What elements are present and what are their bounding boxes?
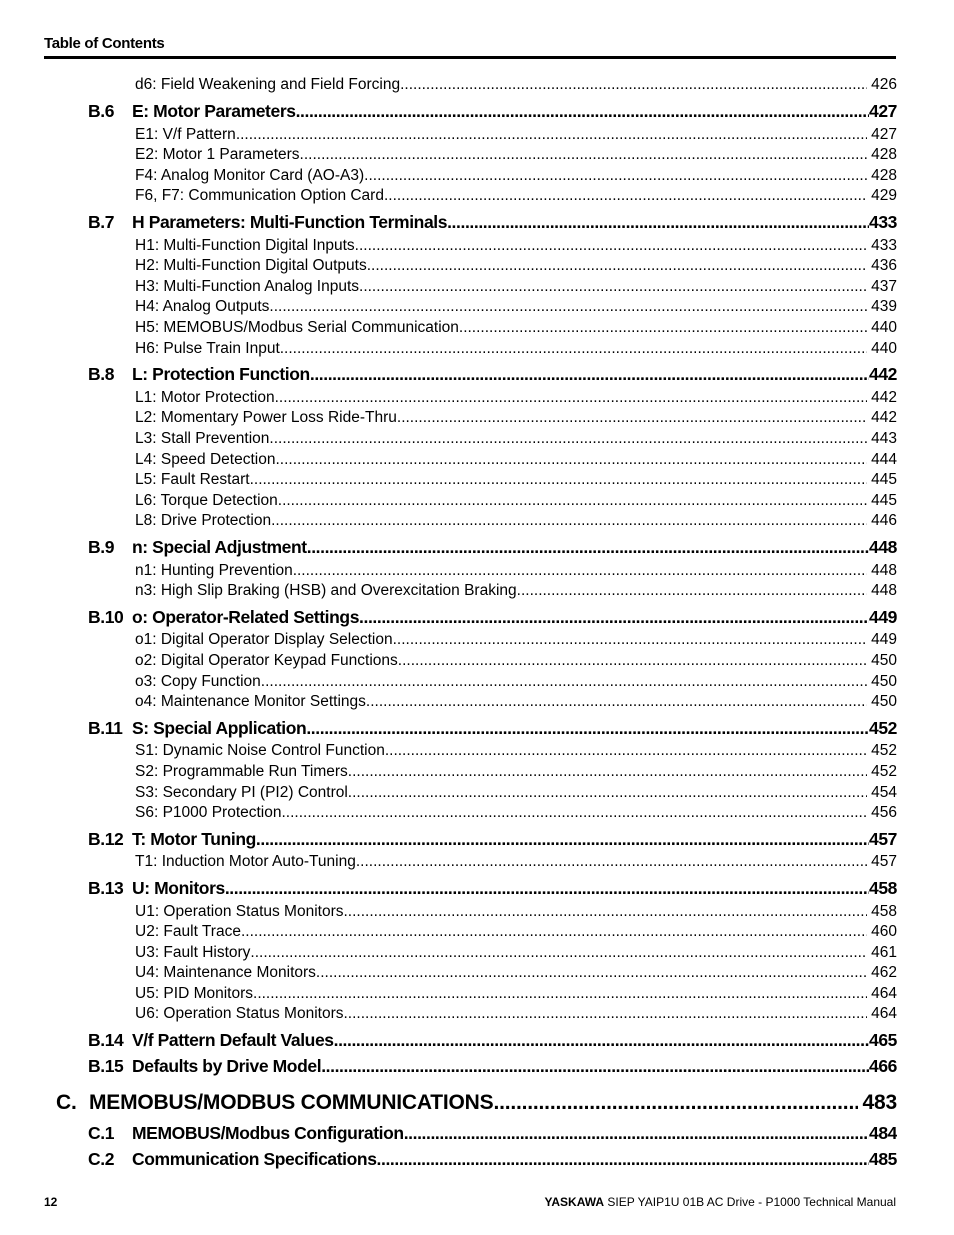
toc-entry-label: o2: Digital Operator Keypad Functions xyxy=(135,652,398,669)
toc-entry-label: L8: Drive Protection xyxy=(135,512,272,529)
toc-page-number: 428 xyxy=(871,167,897,184)
toc-entry-number: B.15 xyxy=(88,1056,124,1076)
dot-leader xyxy=(344,1005,868,1023)
toc-page-number: 456 xyxy=(871,804,897,821)
toc-entry-number: B.13 xyxy=(88,878,124,898)
toc-entry-label: MEMOBUS/Modbus Configuration xyxy=(132,1123,404,1143)
toc-page-number: 445 xyxy=(871,492,897,509)
toc-entry-label: E1: V/f Pattern xyxy=(135,126,236,143)
toc-entry-title xyxy=(88,718,306,739)
toc-page-number: 483 xyxy=(862,1091,897,1114)
toc-page-number: 466 xyxy=(869,1056,897,1076)
toc-entry-label: H3: Multi-Function Analog Inputs xyxy=(135,278,360,295)
toc-entry-label: L3: Stall Prevention xyxy=(135,430,270,447)
toc-entry-label: Communication Specifications xyxy=(132,1149,377,1169)
toc-page-number: 484 xyxy=(869,1123,897,1143)
toc-entry-title xyxy=(135,187,384,205)
toc-page-number: 427 xyxy=(869,101,897,121)
toc-entry-title xyxy=(135,964,316,982)
toc-page-number: 449 xyxy=(869,607,897,627)
toc-subentry[interactable] xyxy=(135,582,897,600)
dot-leader xyxy=(377,1149,869,1170)
toc-entry-label: S2: Programmable Run Timers xyxy=(135,763,348,780)
dot-leader xyxy=(282,804,868,822)
toc-entry-label: n: Special Adjustment xyxy=(132,537,307,557)
dot-leader xyxy=(280,340,867,358)
toc-entry-number: B.9 xyxy=(88,537,115,557)
footer-manual-title xyxy=(544,1195,896,1209)
toc-page-number: 450 xyxy=(871,673,897,690)
toc-page-number: 485 xyxy=(869,1149,897,1169)
toc-page-number: 427 xyxy=(871,126,897,143)
toc-page-number: 439 xyxy=(871,298,897,315)
dot-leader xyxy=(517,582,867,600)
dot-leader xyxy=(321,1056,869,1077)
dot-leader xyxy=(398,652,867,670)
toc-subentry[interactable] xyxy=(135,1005,897,1023)
toc-entry-label: U1: Operation Status Monitors xyxy=(135,903,344,920)
toc-entry-label: L4: Speed Detection xyxy=(135,451,276,468)
toc-entry-label: S6: P1000 Protection xyxy=(135,804,282,821)
toc-entry-title xyxy=(135,562,293,580)
toc-entry-label: U2: Fault Trace xyxy=(135,923,241,940)
toc-page-number: 450 xyxy=(871,652,897,669)
toc-subentry[interactable] xyxy=(135,562,897,580)
toc-entry-label: o3: Copy Function xyxy=(135,673,261,690)
toc-subentry[interactable] xyxy=(135,471,897,489)
toc-subentry[interactable] xyxy=(135,652,897,670)
toc-page-number: 437 xyxy=(871,278,897,295)
dot-leader xyxy=(384,187,867,205)
dot-leader xyxy=(359,278,867,296)
dot-leader xyxy=(310,364,869,385)
toc-subentry[interactable] xyxy=(135,673,897,691)
toc-page-number: 448 xyxy=(869,537,897,557)
toc-entry-label: F6, F7: Communication Option Card xyxy=(135,187,384,204)
toc-section[interactable] xyxy=(88,537,897,558)
dot-leader xyxy=(344,903,868,921)
dot-leader xyxy=(256,829,869,850)
toc-page-number: 464 xyxy=(871,1005,897,1022)
toc-entry-label: L5: Fault Restart xyxy=(135,471,250,488)
toc-entry-label: V/f Pattern Default Values xyxy=(132,1030,334,1050)
toc-entry-title xyxy=(135,985,253,1003)
toc-entry-title xyxy=(88,1149,377,1170)
toc-page-number: 429 xyxy=(871,187,897,204)
toc-entry-title xyxy=(135,340,280,358)
page-number: 12 xyxy=(44,1195,58,1209)
dot-leader xyxy=(253,985,867,1003)
toc-subentry[interactable] xyxy=(135,903,897,921)
dot-leader xyxy=(400,76,867,94)
dot-leader xyxy=(385,742,867,760)
toc-page-number: 458 xyxy=(869,878,897,898)
dot-leader xyxy=(367,257,867,275)
toc-entry-title xyxy=(135,944,250,962)
toc-entry-title xyxy=(135,298,269,316)
toc-page-number: 440 xyxy=(871,340,897,357)
toc-entry-label: H2: Multi-Function Digital Outputs xyxy=(135,257,367,274)
toc-subentry[interactable] xyxy=(135,492,897,510)
toc-subentry[interactable] xyxy=(135,804,897,822)
toc-page-number: 464 xyxy=(871,985,897,1002)
toc-entry-title xyxy=(135,409,397,427)
dot-leader xyxy=(293,562,867,580)
toc-page-number: 448 xyxy=(871,562,897,579)
toc-subentry[interactable] xyxy=(135,784,897,802)
toc-entry-number: C.2 xyxy=(88,1149,115,1169)
toc-entry-title xyxy=(135,784,348,802)
toc-entry-title xyxy=(88,607,359,628)
toc-entry-label: Defaults by Drive Model xyxy=(132,1056,322,1076)
dot-leader xyxy=(271,512,867,530)
toc-section[interactable] xyxy=(88,718,897,739)
dot-leader xyxy=(393,631,868,649)
dot-leader xyxy=(300,146,868,164)
toc-entry-label: H5: MEMOBUS/Modbus Serial Communication xyxy=(135,319,459,336)
toc-entry-label: L6: Torque Detection xyxy=(135,492,278,509)
dot-leader xyxy=(296,101,869,122)
dot-leader xyxy=(278,492,867,510)
toc-entry-title xyxy=(88,364,310,385)
toc-entry-number: B.11 xyxy=(88,718,123,738)
toc-entry-title xyxy=(135,804,282,822)
toc-entry-title xyxy=(88,1056,321,1077)
toc-page-number: 433 xyxy=(871,237,897,254)
dot-leader xyxy=(269,430,867,448)
toc-subentry[interactable] xyxy=(135,389,897,407)
toc-subentry[interactable] xyxy=(135,964,897,982)
toc-entry-title xyxy=(135,430,269,448)
toc-page-number: 452 xyxy=(871,742,897,759)
toc-subentry[interactable] xyxy=(135,693,897,711)
toc-page-number: 457 xyxy=(869,829,897,849)
toc-subentry[interactable] xyxy=(135,146,897,164)
dot-leader xyxy=(275,451,867,469)
toc-entry-title xyxy=(135,923,241,941)
toc-page-number: 446 xyxy=(871,512,897,529)
toc-entry-label: U4: Maintenance Monitors xyxy=(135,964,316,981)
toc-entry-title xyxy=(88,537,307,558)
toc-entry-title xyxy=(135,319,459,337)
toc-entry-label: H6: Pulse Train Input xyxy=(135,340,280,357)
toc-entry-title xyxy=(88,1030,334,1051)
footer-brand: YASKAWA xyxy=(544,1195,605,1209)
toc-subentry[interactable] xyxy=(135,742,897,760)
toc-entry-number: B.14 xyxy=(88,1030,124,1050)
toc-page-number: 440 xyxy=(871,319,897,336)
toc-entry-label: o4: Maintenance Monitor Settings xyxy=(135,693,366,710)
toc-subentry[interactable] xyxy=(135,430,897,448)
toc-entry-number: B.6 xyxy=(88,101,115,121)
toc-page-number: 443 xyxy=(871,430,897,447)
toc-entry-label: d6: Field Weakening and Field Forcing xyxy=(135,76,401,93)
toc-entry-title xyxy=(135,471,250,489)
toc-page-number: 445 xyxy=(871,471,897,488)
dot-leader xyxy=(397,409,867,427)
dot-leader xyxy=(307,537,869,558)
toc-subentry[interactable] xyxy=(135,298,897,316)
toc-section[interactable] xyxy=(88,829,897,850)
toc-entry-label: U: Monitors xyxy=(132,878,225,898)
dot-leader xyxy=(364,167,867,185)
toc-subentry[interactable] xyxy=(135,409,897,427)
toc-entry-label: T: Motor Tuning xyxy=(132,829,256,849)
dot-leader xyxy=(250,944,867,962)
toc-entry-label: U6: Operation Status Monitors xyxy=(135,1005,344,1022)
toc-entry-label: o: Operator-Related Settings xyxy=(132,607,360,627)
dot-leader xyxy=(447,212,869,233)
toc-section[interactable] xyxy=(88,1123,897,1144)
dot-leader xyxy=(250,471,868,489)
toc-page-number: 457 xyxy=(871,853,897,870)
toc-entry-title xyxy=(135,652,398,670)
toc-page-number: 426 xyxy=(871,76,897,93)
toc-entry-number: C.1 xyxy=(88,1123,115,1143)
dot-leader xyxy=(334,1030,869,1051)
toc-page-number: 442 xyxy=(869,364,897,384)
toc-entry-title xyxy=(135,126,236,144)
toc-entry-label: L2: Momentary Power Loss Ride-Thru xyxy=(135,409,397,426)
dot-leader xyxy=(306,718,869,739)
toc-entry-title xyxy=(135,76,400,94)
toc-entry-title xyxy=(135,278,359,296)
toc-entry-title xyxy=(135,631,393,649)
toc-subentry[interactable] xyxy=(135,237,897,255)
toc-entry-title xyxy=(135,763,348,781)
toc-subentry[interactable] xyxy=(135,187,897,205)
toc-entry-number: B.8 xyxy=(88,364,115,384)
toc-subentry[interactable] xyxy=(135,451,897,469)
toc-section[interactable] xyxy=(88,364,897,385)
dot-leader xyxy=(348,763,867,781)
toc-entry-number: C. xyxy=(56,1091,77,1114)
toc-section[interactable] xyxy=(88,1056,897,1077)
dot-leader xyxy=(366,693,867,711)
toc-subentry[interactable] xyxy=(135,257,897,275)
toc-entry-title xyxy=(88,1123,404,1144)
toc-page-number: 461 xyxy=(871,944,897,961)
toc-entry-label: L1: Motor Protection xyxy=(135,389,275,406)
toc-entry-label: MEMOBUS/MODBUS COMMUNICATIONS xyxy=(89,1091,494,1114)
toc-entry-label: n3: High Slip Braking (HSB) and Overexcitation Braking xyxy=(135,582,517,599)
toc-page-number: 428 xyxy=(871,146,897,163)
toc-page-number: 444 xyxy=(871,451,897,468)
dot-leader xyxy=(236,126,867,144)
toc-subentry[interactable] xyxy=(135,167,897,185)
toc-entry-title xyxy=(135,257,367,275)
toc-entry-label: S3: Secondary PI (PI2) Control xyxy=(135,784,348,801)
toc-subentry[interactable] xyxy=(135,763,897,781)
toc-entry-title xyxy=(135,492,278,510)
toc-entry-label: E2: Motor 1 Parameters xyxy=(135,146,300,163)
toc-page-number: 448 xyxy=(871,582,897,599)
toc-page-number: 442 xyxy=(871,389,897,406)
toc-entry-title xyxy=(135,167,364,185)
toc-subentry[interactable] xyxy=(135,985,897,1003)
toc-page-number: 433 xyxy=(869,212,897,232)
toc-section[interactable] xyxy=(88,607,897,628)
toc-entry-title xyxy=(135,903,344,921)
toc-entry-label: H Parameters: Multi-Function Terminals xyxy=(132,212,448,232)
toc-entry-label: U5: PID Monitors xyxy=(135,985,254,1002)
toc-page-number: 458 xyxy=(871,903,897,920)
toc-entry-number: B.7 xyxy=(88,212,115,232)
toc-entry-title xyxy=(88,212,447,233)
toc-entry-label: H4: Analog Outputs xyxy=(135,298,270,315)
toc-subentry[interactable] xyxy=(135,923,897,941)
toc-entry-label: n1: Hunting Prevention xyxy=(135,562,293,579)
toc-entry-title xyxy=(135,146,300,164)
toc-section[interactable] xyxy=(88,878,897,899)
dot-leader xyxy=(404,1123,869,1144)
toc-subentry[interactable] xyxy=(135,278,897,296)
dot-leader xyxy=(241,923,867,941)
toc-section[interactable] xyxy=(88,1030,897,1051)
dot-leader xyxy=(261,673,867,691)
dot-leader xyxy=(355,237,867,255)
toc-page-number: 450 xyxy=(871,693,897,710)
dot-leader xyxy=(348,784,867,802)
toc-page-number: 449 xyxy=(871,631,897,648)
toc-subentry[interactable] xyxy=(135,512,897,530)
dot-leader xyxy=(269,298,867,316)
dot-leader xyxy=(356,853,867,871)
toc-entry-number: B.10 xyxy=(88,607,124,627)
toc-entry-label: S: Special Application xyxy=(132,718,307,738)
toc-entry-title xyxy=(135,237,355,255)
toc-page-number: 454 xyxy=(871,784,897,801)
toc-section[interactable] xyxy=(88,1149,897,1170)
toc-entry-label: o1: Digital Operator Display Selection xyxy=(135,631,393,648)
dot-leader xyxy=(359,607,869,628)
toc-section[interactable] xyxy=(88,101,897,122)
toc-subentry[interactable] xyxy=(135,76,897,94)
toc-entry-title xyxy=(135,512,271,530)
page-header xyxy=(44,35,896,59)
toc-chapter[interactable] xyxy=(56,1091,897,1115)
toc-subentry[interactable] xyxy=(135,853,897,871)
dot-leader xyxy=(459,319,867,337)
toc-entry-title xyxy=(88,829,256,850)
toc-entry-title xyxy=(135,582,517,600)
footer-manual-name: SIEP YAIP1U 01B AC Drive - P1000 Technical Manual xyxy=(604,1195,896,1209)
toc-entry-title xyxy=(88,878,225,899)
header-title: Table of Contents xyxy=(44,35,165,52)
toc-subentry[interactable] xyxy=(135,944,897,962)
toc-entry-label: H1: Multi-Function Digital Inputs xyxy=(135,237,355,254)
toc-entry-label: L: Protection Function xyxy=(132,364,310,384)
toc-entry-title xyxy=(88,101,296,122)
toc-subentry[interactable] xyxy=(135,631,897,649)
toc-subentry[interactable] xyxy=(135,126,897,144)
toc-entry-label: F4: Analog Monitor Card (AO-A3) xyxy=(135,167,365,184)
toc-entry-title xyxy=(135,389,275,407)
toc-section[interactable] xyxy=(88,212,897,233)
toc-entry-title xyxy=(135,693,366,711)
toc-entry-label: S1: Dynamic Noise Control Function xyxy=(135,742,385,759)
toc-entry-label: T1: Induction Motor Auto-Tuning xyxy=(135,853,356,870)
toc-page-number: 462 xyxy=(871,964,897,981)
toc-page-number: 436 xyxy=(871,257,897,274)
toc-entry-number: B.12 xyxy=(88,829,124,849)
toc-subentry[interactable] xyxy=(135,340,897,358)
toc-subentry[interactable] xyxy=(135,319,897,337)
dot-leader xyxy=(316,964,867,982)
toc-page-number: 465 xyxy=(869,1030,897,1050)
toc-entry-title xyxy=(56,1091,493,1115)
toc-page-number: 452 xyxy=(871,763,897,780)
toc-entry-title xyxy=(135,853,356,871)
dot-leader xyxy=(493,1091,857,1115)
toc-entry-title xyxy=(135,742,385,760)
toc-entry-title xyxy=(135,673,261,691)
toc-entry-label: U3: Fault History xyxy=(135,944,251,961)
dot-leader xyxy=(275,389,868,407)
toc-page-number: 442 xyxy=(871,409,897,426)
toc-page-number: 452 xyxy=(869,718,897,738)
toc-page-number: 460 xyxy=(871,923,897,940)
dot-leader xyxy=(225,878,869,899)
toc-entry-title xyxy=(135,451,275,469)
toc-entry-label: E: Motor Parameters xyxy=(132,101,296,121)
toc-entry-title xyxy=(135,1005,344,1023)
